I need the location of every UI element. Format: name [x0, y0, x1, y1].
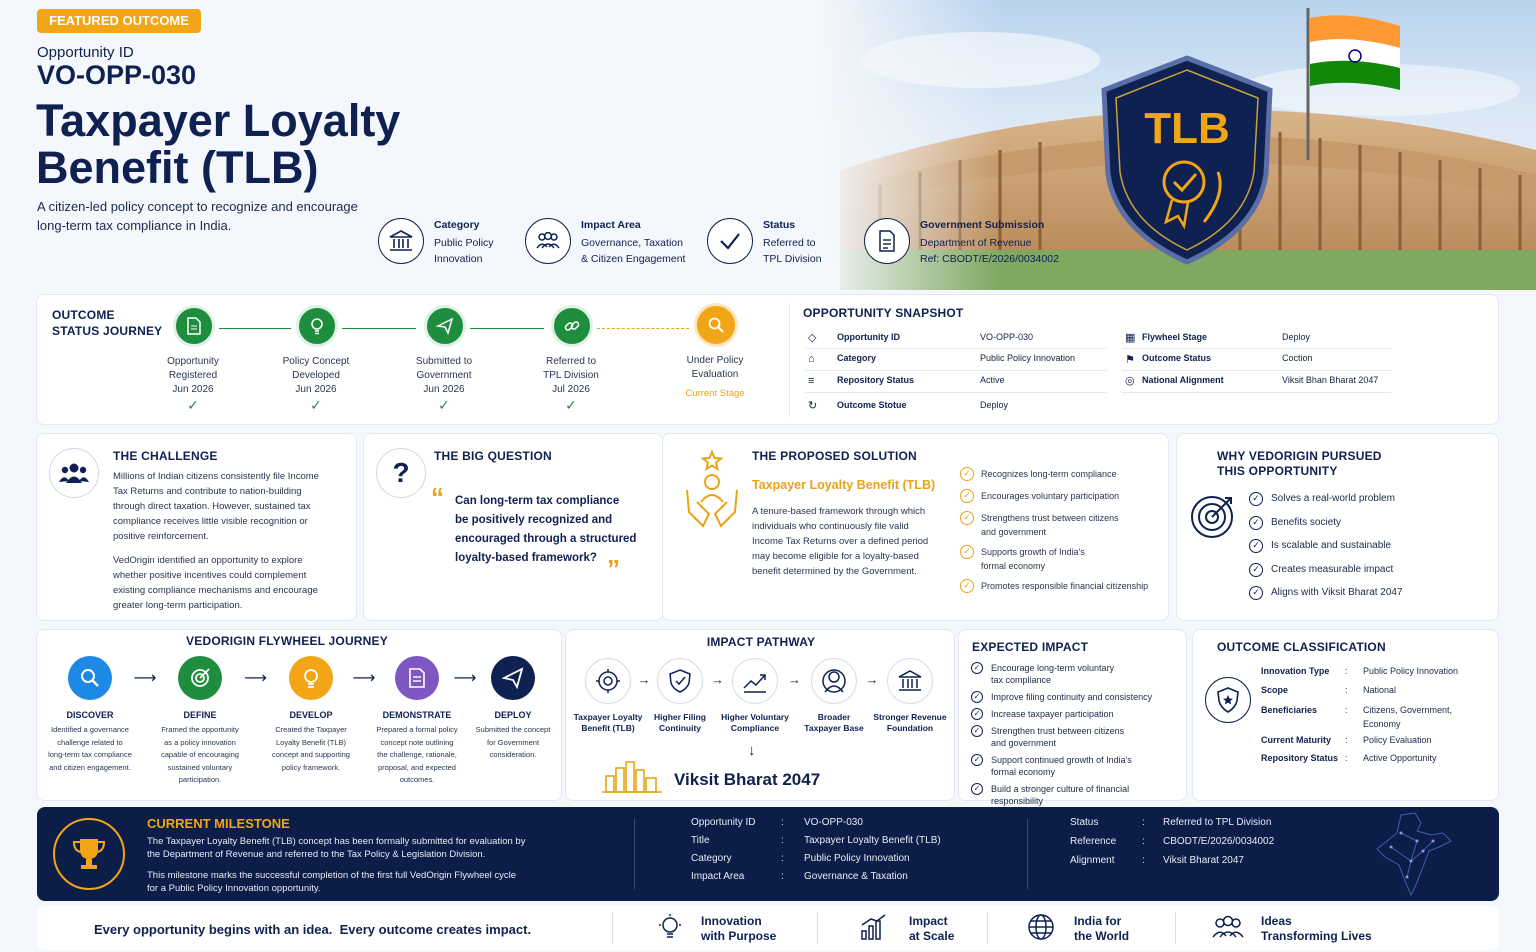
institution-icon: ⌂	[808, 353, 815, 365]
flywheel-steps	[37, 656, 563, 801]
flywheel-card	[36, 629, 562, 801]
text-line: loyalty-based framework?	[455, 552, 597, 564]
hands-star-icon	[683, 450, 741, 530]
arrow-right-icon: →	[865, 672, 879, 687]
list-item: ✓ Improve filing continuity and consistency	[971, 691, 1186, 703]
step-label: Opportunity	[167, 356, 219, 367]
step-label: Evaluation	[691, 369, 739, 380]
check-icon: ✓	[1249, 492, 1263, 506]
step-check: ✓	[310, 397, 322, 413]
step-check: ✓	[565, 397, 577, 413]
list-item: ✓ Strengthens trust between citizens and government	[960, 511, 1165, 539]
class-row: Scope : National	[1261, 685, 1397, 695]
footer-tagline: Every opportunity begins with an idea. Every outcome creates impact.	[94, 922, 532, 937]
page-subtitle-line2: long-term tax compliance in India.	[37, 218, 232, 233]
text-line: may become eligible for a loyalty-based	[752, 551, 919, 562]
list-item: ✓ Strengthen trust between citizens and government	[971, 725, 1186, 749]
list-item: ✓ Support continued growth of India's formal economy	[971, 754, 1186, 778]
snapshot-value: Coction	[1282, 353, 1313, 363]
institution-icon	[378, 218, 424, 264]
snapshot-table	[805, 327, 1391, 417]
text-line: A tenure-based framework through which	[752, 506, 926, 517]
meta-status	[707, 216, 847, 268]
solution-name: Taxpayer Loyalty Benefit (TLB)	[752, 478, 936, 492]
magnifier-icon	[68, 656, 112, 700]
footer-item-label: the World	[1074, 929, 1130, 943]
step-label: Foundation	[886, 723, 934, 733]
meta-value: Governance, Taxation	[581, 237, 683, 249]
text-line: through direct taxation. However, sustained tax	[113, 501, 311, 512]
snapshot-row	[1122, 327, 1391, 349]
text-line: Created the Taxpayer	[275, 725, 347, 734]
target-icon	[1189, 490, 1239, 540]
target-icon	[178, 656, 222, 700]
step-label: Compliance	[730, 723, 780, 733]
text-line: capable of encouraging	[161, 750, 239, 759]
arrow-right-icon: ⟶	[352, 670, 376, 687]
check-icon: ✓	[971, 725, 983, 737]
footer-item-label: Ideas	[1261, 914, 1292, 928]
text-line: The Taxpayer Loyalty Benefit (TLB) concept has been formally submitted for evaluation by	[147, 836, 526, 847]
arrow-right-icon: ⟶	[244, 670, 267, 687]
step-name: DEVELOP	[289, 710, 333, 720]
text-line: Tax Returns and contribute to nation-building	[113, 486, 302, 497]
text-line: Can long-term tax compliance	[455, 495, 620, 507]
footer-item-india	[1027, 910, 1177, 946]
step-date: Jun 2026	[295, 384, 337, 395]
step-name: DEMONSTRATE	[382, 710, 452, 720]
snapshot-key: Category	[837, 353, 877, 363]
page-title-line2: Benefit (TLB)	[36, 142, 319, 193]
list-item: ✓ Benefits society	[1249, 516, 1403, 530]
detail-row: Impact Area : Governance & Taxation	[691, 871, 908, 882]
pathway-step	[711, 658, 799, 734]
check-icon: ✓	[960, 579, 974, 593]
classification-table	[1261, 666, 1496, 771]
milestone-details	[691, 817, 1011, 889]
footer-item-label: Innovation	[701, 914, 762, 928]
check-icon: ✓	[960, 545, 974, 559]
arrow-right-icon: ⟶	[453, 670, 477, 687]
check-icon: ✓	[971, 783, 983, 795]
step-label: Broader	[817, 712, 851, 722]
text-line: whether positive incentives could complement	[113, 570, 307, 581]
text-line: for Government	[486, 737, 540, 747]
expected-impact-card	[958, 629, 1187, 806]
detail-row: Status : Referred to TPL Division	[1070, 817, 1272, 828]
arrow-down-icon: ↓	[748, 742, 756, 759]
step-label: Taxpayer Base	[804, 723, 864, 733]
footer-item-label: Transforming Lives	[1261, 929, 1372, 943]
document-icon	[173, 305, 215, 347]
snapshot-row	[805, 371, 1107, 393]
text-line: the challenge, rationale,	[377, 750, 457, 759]
list-item: ✓ Supports growth of India's formal economy	[960, 545, 1165, 573]
skyline-icon	[602, 758, 662, 794]
meta-value: Ref: CBODT/E/2026/0034002	[920, 253, 1059, 265]
step-label: Developed	[292, 370, 340, 381]
step-date: Jun 2026	[423, 384, 465, 395]
snapshot-row	[1122, 349, 1391, 371]
people-icon	[525, 218, 571, 264]
flywheel-step-define	[148, 656, 252, 787]
challenge-text	[113, 469, 353, 613]
meta-value: TPL Division	[763, 253, 822, 265]
milestone-status	[1070, 817, 1370, 874]
journey-step-developed	[266, 305, 366, 414]
list-item: ✓ Is scalable and sustainable	[1249, 539, 1403, 553]
class-row: Innovation Type : Public Policy Innovation	[1261, 666, 1459, 676]
check-icon: ✓	[960, 511, 974, 525]
solution-desc	[752, 504, 962, 579]
why-points	[1249, 492, 1403, 600]
pathway-step	[866, 658, 954, 734]
pathway-title: IMPACT PATHWAY	[706, 635, 816, 649]
divider	[987, 912, 988, 944]
text-line: consideration.	[489, 750, 537, 759]
check-icon: ✓	[1249, 563, 1263, 577]
text-line: benefit determined by the Government.	[752, 566, 917, 577]
footer-item-ideas	[1211, 910, 1411, 946]
check-icon: ✓	[971, 691, 983, 703]
text-line: greater long-term participation.	[113, 600, 243, 611]
flywheel-title: VEDORIGIN FLYWHEEL JOURNEY	[186, 634, 388, 648]
text-line: concept and supporting	[272, 750, 350, 759]
text-line: participation.	[178, 775, 222, 784]
paper-plane-icon	[491, 656, 535, 700]
list-item: ✓ Recognizes long-term compliance	[960, 467, 1165, 481]
flywheel-step-deploy	[461, 656, 565, 762]
snapshot-key: Opportunity ID	[837, 332, 900, 342]
database-icon: ≡	[808, 375, 815, 387]
lightbulb-icon	[289, 656, 333, 700]
list-item: ✓ Solves a real-world problem	[1249, 492, 1403, 506]
text-line: the Department of Revenue and referred to the Tax Policy & Legislation Division.	[147, 849, 486, 860]
meta-label: Category	[434, 219, 480, 231]
proposed-solution-card	[662, 433, 1169, 621]
why-title-line1: WHY VEDORIGIN PURSUED	[1217, 449, 1382, 463]
lightbulb-icon	[296, 305, 338, 347]
footer-item-label: with Purpose	[701, 929, 777, 943]
text-line: concept note outlining	[380, 737, 454, 747]
snapshot-key: Outcome Status	[1142, 353, 1212, 363]
trophy-icon	[53, 818, 125, 890]
current-stage-label: Current Stage	[685, 388, 745, 399]
divider	[789, 303, 790, 417]
challenge-card	[36, 433, 357, 621]
detail-row: Category : Public Policy Innovation	[691, 853, 910, 864]
arrow-right-icon: →	[637, 672, 651, 687]
snapshot-title: OPPORTUNITY SNAPSHOT	[803, 306, 964, 320]
arrow-right-icon: →	[788, 672, 801, 687]
shield-text: TLB	[1144, 104, 1230, 153]
step-check: ✓	[187, 397, 199, 413]
snapshot-value: Deploy	[1282, 332, 1311, 342]
journey-title-line2: STATUS JOURNEY	[52, 324, 163, 338]
step-date: Jun 2026	[172, 384, 214, 395]
expected-points	[971, 662, 1186, 807]
meta-government-submission	[864, 216, 1074, 268]
class-row: Beneficiaries : Citizens, Government, Economy	[1261, 705, 1453, 729]
footer-item-label: Impact	[909, 914, 948, 928]
globe-icon	[1027, 913, 1055, 946]
pathway-goal: Viksit Bharat 2047	[674, 770, 821, 789]
step-label: Under Policy	[686, 355, 744, 366]
classification-title: OUTCOME CLASSIFICATION	[1217, 640, 1386, 654]
check-icon: ✓	[960, 467, 974, 481]
snapshot-key: Repository Status	[837, 375, 915, 385]
list-item: ✓ Creates measurable impact	[1249, 563, 1403, 577]
step-label: Taxpayer Loyalty	[573, 712, 643, 722]
text-line: long-term tax compliance	[48, 750, 132, 759]
text-line: for a Public Policy Innovation opportunity.	[147, 883, 321, 894]
text-line: proposal, and expected	[378, 762, 456, 772]
pathway-steps	[566, 658, 956, 738]
snapshot-row	[1122, 371, 1391, 393]
step-label: Registered	[168, 370, 218, 381]
text-line: policy framework.	[281, 762, 341, 772]
why-title-line2: THIS OPPORTUNITY	[1217, 464, 1338, 478]
solution-title: THE PROPOSED SOLUTION	[752, 449, 917, 463]
arrow-right-icon: ⟶	[133, 670, 157, 687]
snapshot-key: Outcome Stotue	[837, 400, 907, 410]
chart-icon	[859, 913, 887, 946]
divider	[1175, 912, 1176, 944]
footer-item-label: at Scale	[909, 929, 955, 943]
people-icon	[1211, 915, 1245, 946]
question-icon: ?	[376, 448, 426, 498]
page-subtitle-line1: A citizen-led policy concept to recognize and encourage	[37, 199, 358, 214]
growth-chart-icon	[732, 658, 778, 704]
check-icon: ✓	[1249, 586, 1263, 600]
step-desc	[365, 724, 469, 787]
meta-value: Innovation	[434, 253, 483, 265]
pathway-step	[790, 658, 878, 734]
snapshot-row	[805, 327, 1107, 349]
opportunity-label: Opportunity ID	[37, 44, 134, 61]
text-line: Framed the opportunity	[161, 725, 239, 734]
text-line: outcomes.	[399, 775, 435, 784]
footer-item-innovation	[657, 910, 817, 946]
meta-value: Referred to	[763, 237, 816, 249]
check-icon: ✓	[971, 662, 983, 674]
check-icon: ✓	[1249, 539, 1263, 553]
list-item: ✓ Aligns with Viksit Bharat 2047	[1249, 586, 1403, 600]
snapshot-value: VO-OPP-030	[980, 332, 1034, 342]
text-line: challenge related to	[57, 737, 123, 747]
step-desc	[148, 724, 252, 787]
step-date: Jul 2026	[552, 384, 590, 395]
step-label: Stronger Revenue	[873, 712, 947, 722]
solution-points	[960, 467, 1165, 593]
text-line: Submitted the concept	[475, 725, 551, 734]
challenge-title: THE CHALLENGE	[113, 449, 218, 463]
meta-label: Status	[763, 219, 796, 231]
step-label: Policy Concept	[282, 356, 350, 367]
list-item: ✓ Build a stronger culture of financial responsibility	[971, 783, 1186, 807]
class-row: Current Maturity : Policy Evaluation	[1261, 735, 1432, 745]
snapshot-key: Flywheel Stage	[1142, 332, 1208, 342]
meta-category	[378, 216, 518, 268]
page-title-line1: Taxpayer Loyalty	[36, 95, 401, 146]
text-line: Prepared a formal policy	[376, 725, 458, 734]
divider	[1027, 819, 1028, 889]
lightbulb-icon	[657, 913, 683, 946]
gear-icon	[585, 658, 631, 704]
check-icon: ✓	[1249, 516, 1263, 530]
magnifier-icon	[694, 303, 738, 347]
building-icon: ▦	[1125, 332, 1136, 344]
paper-plane-icon	[424, 305, 466, 347]
check-icon	[707, 218, 753, 264]
tlb-shield	[1098, 54, 1276, 266]
text-line: Income Tax Returns over a defined period	[752, 536, 929, 547]
impact-pathway-card	[565, 629, 955, 801]
step-label: Higher Filing	[654, 712, 706, 722]
step-name: DEPLOY	[494, 710, 532, 720]
text-line: sustained voluntary	[167, 762, 233, 772]
meta-label: Government Submission	[920, 219, 1045, 231]
text-line: This milestone marks the successful completion of the first full VedOrigin Flywheel cycle	[147, 870, 517, 881]
target-icon: ◎	[1125, 375, 1135, 387]
user-icon	[811, 658, 857, 704]
text-line: existing compliance mechanisms and encourage	[113, 585, 318, 596]
step-name: DEFINE	[183, 710, 217, 720]
india-map-icon	[1371, 811, 1461, 897]
text-line: positive reinforcement.	[113, 531, 209, 542]
open-quote-icon: “	[431, 482, 444, 512]
footer-bar	[37, 906, 1499, 950]
step-desc	[259, 724, 363, 774]
milestone-banner	[37, 807, 1499, 901]
journey-step-registered	[143, 305, 243, 414]
snapshot-value: Deploy	[980, 400, 1009, 410]
list-item: ✓ Encourages voluntary participation	[960, 489, 1165, 503]
bank-icon	[887, 658, 933, 704]
detail-row: Title : Taxpayer Loyalty Benefit (TLB)	[691, 835, 941, 846]
list-item: ✓ Increase taxpayer participation	[971, 708, 1186, 720]
step-label: Submitted to	[415, 356, 473, 367]
check-icon: ✓	[971, 708, 983, 720]
detail-row: Opportunity ID : VO-OPP-030	[691, 817, 863, 828]
flag-icon: ⚑	[1125, 354, 1135, 366]
refresh-icon: ↻	[808, 400, 818, 412]
list-item: ✓ Promotes responsible financial citizenship	[960, 579, 1165, 593]
snapshot-key: National Alignment	[1142, 375, 1224, 385]
text-line: be positively recognized and	[455, 514, 613, 526]
flywheel-step-discover	[38, 656, 142, 774]
shield-check-icon	[657, 658, 703, 704]
meta-label: Impact Area	[581, 219, 641, 231]
meta-value: & Citizen Engagement	[581, 253, 686, 265]
group-icon	[49, 448, 99, 498]
journey-step-referred	[521, 305, 621, 414]
document-icon	[395, 656, 439, 700]
text-line: as a policy innovation	[164, 737, 236, 747]
check-icon: ✓	[971, 754, 983, 766]
detail-row: Alignment : Viksit Bharat 2047	[1070, 855, 1244, 866]
text-line: Loyalty Benefit (TLB)	[275, 737, 347, 747]
star-shield-icon	[1205, 677, 1251, 723]
tag-icon: ◇	[808, 332, 817, 344]
milestone-title: CURRENT MILESTONE	[147, 816, 290, 831]
snapshot-value: Public Policy Innovation	[980, 353, 1076, 363]
step-desc	[38, 724, 142, 774]
text-line: VedOrigin identified an opportunity to explore	[113, 555, 303, 566]
text-line: compliance receives little visible recognition or	[113, 516, 308, 527]
list-item: ✓ Encourage long-term voluntary tax compliance	[971, 662, 1186, 686]
detail-row: Reference : CBODT/E/2026/0034002	[1070, 836, 1275, 847]
milestone-text	[147, 835, 525, 895]
snapshot-value: Active	[980, 375, 1005, 385]
divider	[612, 912, 613, 944]
meta-value: Public Policy	[434, 237, 494, 249]
question-title: THE BIG QUESTION	[434, 449, 552, 463]
snapshot-row	[805, 393, 1107, 417]
step-label: Benefit (TLB)	[581, 723, 635, 733]
featured-badge: FEATURED OUTCOME	[37, 9, 201, 33]
arrow-right-icon: →	[711, 672, 724, 687]
step-name: DISCOVER	[66, 710, 114, 720]
step-check: ✓	[438, 397, 450, 413]
journey-step-evaluation	[665, 305, 765, 399]
text-line: Millions of Indian citizens consistently file Income	[113, 471, 319, 482]
step-label: Higher Voluntary	[721, 712, 789, 722]
step-label: Government	[416, 370, 472, 381]
expected-title: EXPECTED IMPACT	[972, 640, 1089, 654]
why-card	[1176, 433, 1499, 621]
meta-value: Department of Revenue	[920, 237, 1032, 249]
text-line: individuals who continuously file valid	[752, 521, 909, 532]
snapshot-row	[805, 349, 1107, 371]
text-line: and citizen engagement.	[49, 762, 131, 772]
classification-card	[1192, 629, 1499, 801]
text-line: encouraged through a structured	[455, 533, 637, 545]
meta-impact-area	[525, 216, 700, 268]
text-line: Identified a governance	[51, 725, 129, 734]
step-label: Referred to	[545, 356, 597, 367]
step-label: Continuity	[658, 723, 702, 733]
journey-title-line1: OUTCOME	[52, 308, 115, 322]
step-desc	[461, 724, 565, 762]
link-icon	[551, 305, 593, 347]
big-question-card	[363, 433, 663, 621]
document-icon	[864, 218, 910, 264]
footer-item-impact	[859, 910, 999, 946]
check-icon: ✓	[960, 489, 974, 503]
journey-step-submitted	[394, 305, 494, 414]
divider	[817, 912, 818, 944]
snapshot-value: Viksit Bhan Bharat 2047	[1282, 375, 1379, 385]
opportunity-id: VO-OPP-030	[37, 60, 197, 90]
step-label: TPL Division	[543, 370, 599, 381]
close-quote-icon: ”	[607, 554, 620, 584]
status-journey-card	[36, 294, 1499, 425]
class-row: Repository Status : Active Opportunity	[1261, 753, 1437, 763]
footer-item-label: India for	[1074, 914, 1122, 928]
divider	[634, 819, 635, 889]
